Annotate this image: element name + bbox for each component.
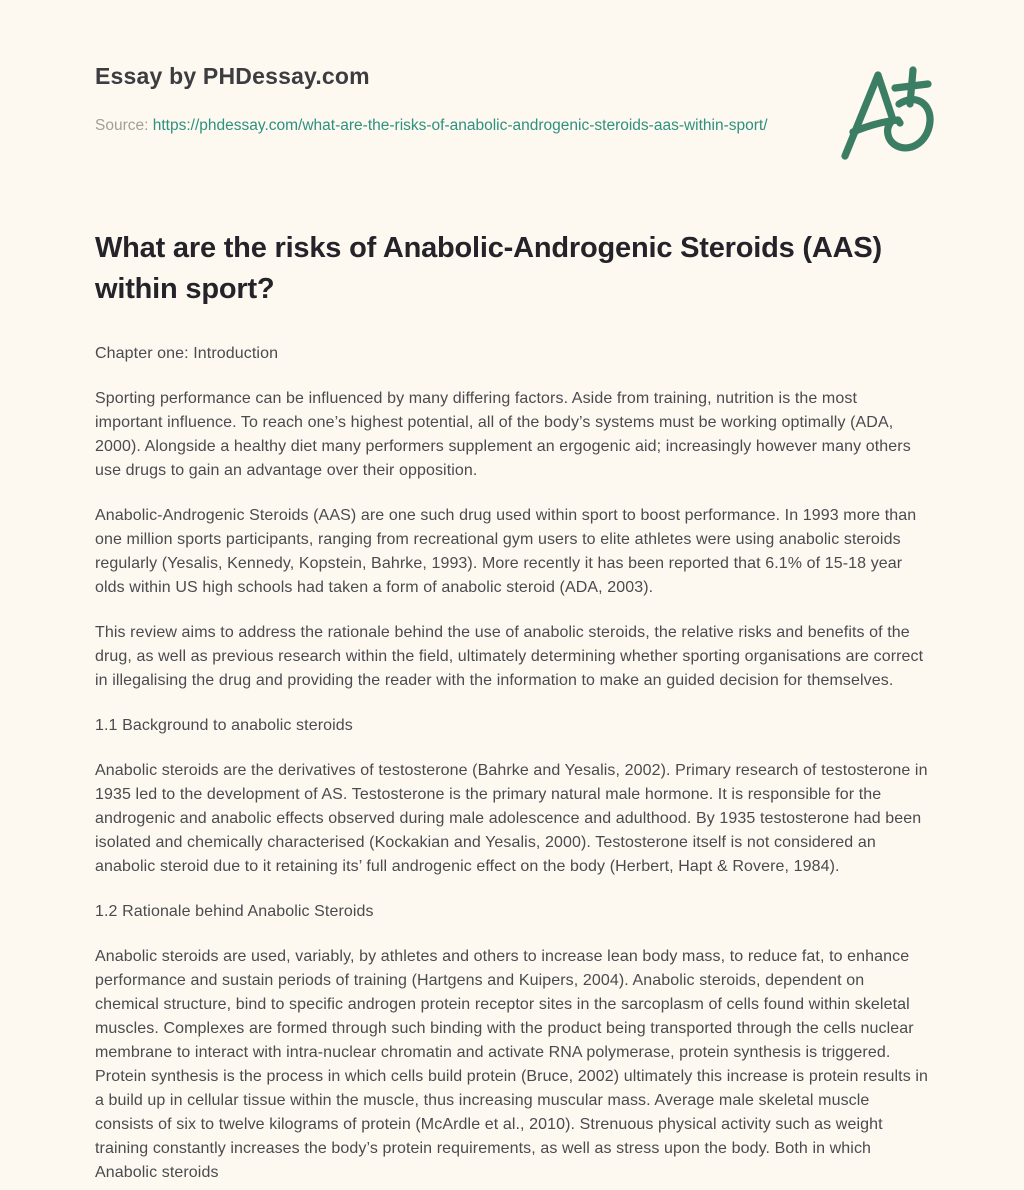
source-url-link[interactable]: https://phdessay.com/what-are-the-risks-of-anabolic-androgenic-steroids-aas-within-sport/ xyxy=(152,116,768,134)
section-heading-1-2: 1.2 Rationale behind Anabolic Steroids xyxy=(95,903,374,921)
source-label: Source: xyxy=(95,116,149,134)
header-text-block xyxy=(95,56,831,138)
site-title: Essay by PHDessay.com xyxy=(95,63,370,89)
paragraph-intro-2: Anabolic-Androgenic Steroids (AAS) are one such drug used within sport to boost performance. In 1993 more than one million sports participants, ranging from recreational gym users to elite athletes were using anabolic steroids regularly (Yesalis, Kennedy, Kopstein, Bahrke, 1993). More recently it has been reported that 6.1% of 15-18 year olds within US high schools had taken a form of anabolic steroid (ADA, 2003). xyxy=(95,507,917,597)
section-heading-1-1: 1.1 Background to anabolic steroids xyxy=(95,717,353,735)
paragraph-intro-3: This review aims to address the rationale behind the use of anabolic steroids, the relative risks and benefits of the drug, as well as previous research within the field, ultimately determining whether sporting organisations are correct in illegalising the drug and providing the reader with the information to make an guided decision for themselves. xyxy=(95,624,924,690)
page-header xyxy=(95,56,929,164)
source-line xyxy=(95,113,785,138)
paragraph-rationale: Anabolic steroids are used, variably, by athletes and others to increase lean body mass, to reduce fat, to enhance performance and sustain periods of training (Hartgens and Kuipers, 2004). Anabolic steroids, dependent on chemical structure, bind to specific androgen protein receptor sites in the sarcoplasm of cells found within skeletal muscles. Complexes are formed through such binding with the product being transported through the cells nuclear membrane to interact with intra-nuclear chromatin and activate RNA polymerase, protein synthesis is triggered. Protein synthesis is the process in which cells build protein (Bruce, 2002) ultimately this increase is protein results in a build up in cellular tissue within the muscle, thus increasing muscular mass. Average male skeletal muscle consists of six to twelve kilograms of protein (McArdle et al., 2010). Strenuous physical activity such as weight training constantly increases the body’s protein requirements, as well as stress upon the body. Both in which Anabolic steroids xyxy=(95,948,929,1182)
paragraph-intro-1: Sporting performance can be influenced by many differing factors. Aside from training, nutrition is the most important influence. To reach one’s highest potential, all of the body’s systems must be working optimally (ADA, 2000). Alongside a healthy diet many performers supplement an ergogenic aid; increasingly however many others use drugs to gain an advantage over their opposition. xyxy=(95,390,911,480)
section-heading-chapter-one: Chapter one: Introduction xyxy=(95,345,279,363)
article-body xyxy=(95,342,929,1185)
paragraph-background: Anabolic steroids are the derivatives of testosterone (Bahrke and Yesalis, 2002). Primary research of testosterone in 1935 led to the development of AS. Testosterone is the primary natural male hormone. It is responsible for the androgenic and anabolic effects observed during male adolescence and adulthood. By 1935 testosterone had been isolated and chemically characterised (Kockakian and Yesalis, 2000). Testosterone itself is not considered an anabolic steroid due to it retaining its’ full androgenic effect on the body (Herbert, Hapt & Rovere, 1984). xyxy=(95,762,928,876)
phdessay-a-plus-logo-icon xyxy=(831,60,935,164)
article-title: What are the risks of Anabolic-Androgenic Steroids (AAS) within sport? xyxy=(95,232,882,306)
